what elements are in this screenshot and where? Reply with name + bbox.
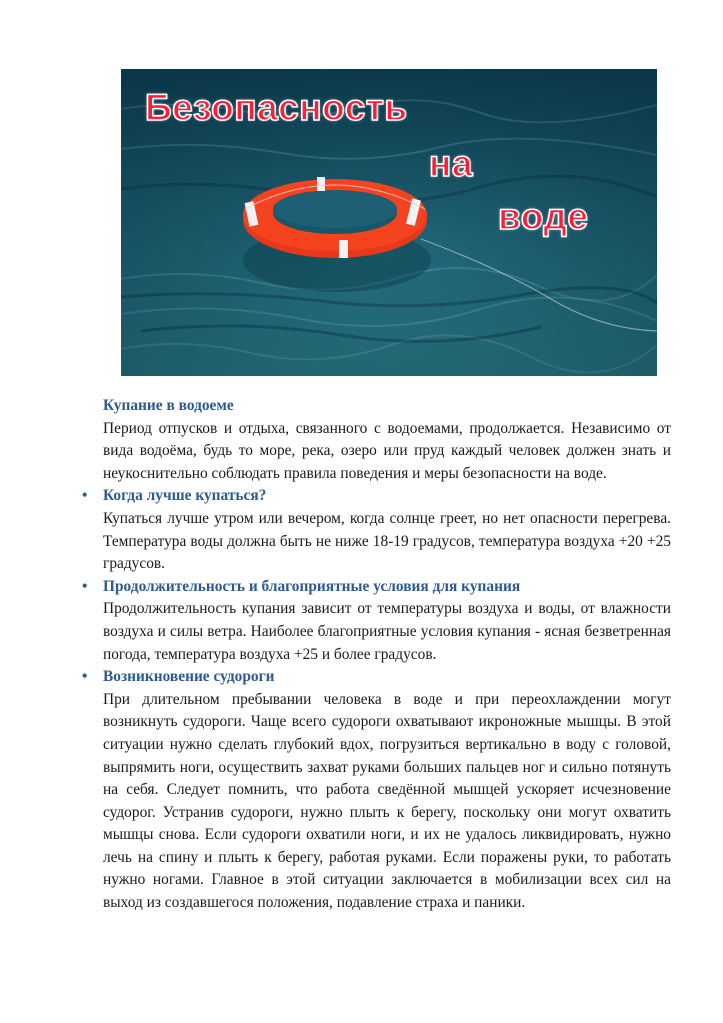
bullet-marker: • (82, 487, 88, 505)
bullet-marker: • (82, 577, 88, 595)
intro-paragraph: Период отпусков и отдыха, связанного с водоемами, продолжается. Независимо от вида водоёма, будь то море, река, озеро или пруд каждый человек должен знать и неукоснительно соблюдать правила поведения и меры безопасности на воде. (103, 419, 671, 482)
intro-heading: Купание в водоеме (103, 397, 234, 414)
intro-section (103, 395, 671, 485)
banner-title-line-3: воде (498, 196, 589, 237)
section-heading-text: Продолжительность и благоприятные условия для купания (103, 577, 521, 595)
bullet-marker: • (82, 668, 88, 686)
banner-title-line-1: Безопасность (145, 87, 408, 128)
section-cramps (82, 666, 671, 915)
section-heading (82, 666, 671, 689)
section-heading-text: Возникновение судороги (103, 668, 275, 686)
banner-title-line-2: на (429, 143, 473, 184)
section-duration-conditions (82, 576, 671, 666)
banner-image (121, 69, 657, 376)
section-heading (82, 485, 671, 508)
article-body (82, 395, 671, 915)
lifebuoy-icon (243, 177, 431, 292)
section-paragraph: Купаться лучше утром или вечером, когда солнце греет, но нет опасности перегрева. Температура воды должна быть не ниже 18-19 градусов, температура воздуха +20 +25 градусов. (103, 509, 671, 573)
section-when-to-swim (82, 485, 671, 575)
section-heading (82, 576, 671, 599)
section-heading-text: Когда лучше купаться? (103, 487, 267, 505)
section-paragraph: При длительном пребывании человека в воде и при переохлаждении могут возникнуть судороги. Чаще всего судороги охватывают икроножные мышцы. В этой ситуации нужно сделать глубокий вдох, погрузиться вертикально в воду с головой, выпрямить ноги, осуществить захват руками больших пальцев ног и сильно потянуть на себя. Следует помнить, что работа сведённой мышцей ускоряет исчезновение судорог. Устранив судороги, нужно плыть к берегу, поскольку они могут охватить мышцы снова. Если судороги охватили ноги, и их не удалось ликвидировать, нужно лечь на спину и плыть к берегу, работая руками. Если поражены руки, то работать нужно ногами. Главное в этой ситуации заключается в мобилизации всех сил на выход из создавшегося положения, подавление страха и паники. (103, 690, 671, 912)
section-paragraph: Продолжительность купания зависит от температуры воздуха и воды, от влажности воздуха и силы ветра. Наиболее благоприятные условия купания - ясная безветренная погода, температура воздуха +25 и более градусов. (103, 600, 671, 663)
